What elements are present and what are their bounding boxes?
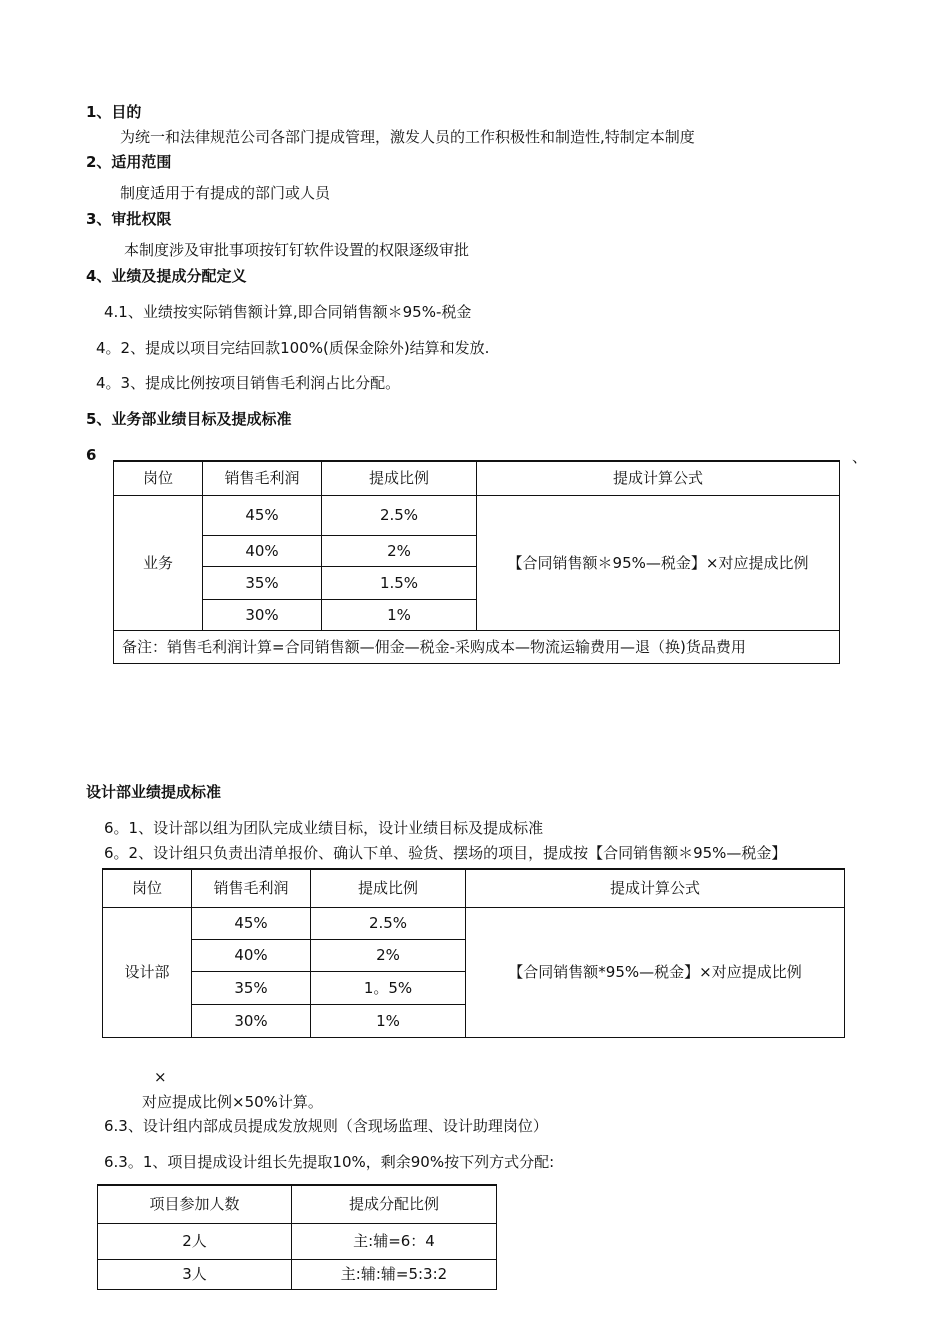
design-commission-table [102, 868, 845, 1038]
table-header-row [103, 869, 845, 907]
table-header-row [114, 461, 840, 495]
section-5-title: 5、业务部业绩目标及提成标准 [86, 410, 292, 428]
section-4-3: 4。3、提成比例按项目销售毛利润占比分配。 [96, 374, 401, 392]
commission-rate-cell: 2% [322, 535, 477, 566]
section-1-text: 为统一和法律规范公司各部门提成管理，激发人员的工作积极性和制造性,特制定本制度 [120, 128, 695, 146]
gross-profit-cell: 45% [192, 907, 311, 939]
formula-cell: 【合同销售额＊95%—税金】×对应提成比例 [477, 495, 840, 630]
design-6-3: 6.3、设计组内部成员提成发放规则（含现场监理、设计助理岗位） [104, 1117, 548, 1135]
table-note-row [114, 630, 840, 663]
header-position: 岗位 [114, 461, 203, 495]
commission-rate-cell: 1% [322, 599, 477, 630]
header-formula: 提成计算公式 [466, 869, 845, 907]
sales-commission-table [113, 460, 840, 664]
distribution-ratio-table [97, 1184, 497, 1290]
commission-rate-cell: 1.5% [322, 566, 477, 599]
table-row [98, 1259, 497, 1289]
position-cell: 设计部 [103, 907, 192, 1037]
section-6-number: 6 [86, 446, 97, 464]
section-3-text: 本制度涉及审批事项按钉钉软件设置的权限逐级审批 [124, 241, 470, 259]
section-3-title: 3、审批权限 [86, 210, 172, 228]
header-position: 岗位 [103, 869, 192, 907]
design-6-2: 6。2、设计组只负责出清单报价、确认下单、验货、摆场的项目，提成按【合同销售额＊95%—税金】 [104, 844, 787, 862]
formula-cell: 【合同销售额*95%—税金】×对应提成比例 [466, 907, 845, 1037]
commission-rate-cell: 1。5% [311, 971, 466, 1004]
design-6-1: 6。1、设计部以组为团队完成业绩目标，设计业绩目标及提成标准 [104, 819, 544, 837]
header-participant-count: 项目参加人数 [98, 1185, 292, 1223]
header-gross-profit: 销售毛利润 [203, 461, 322, 495]
gross-profit-cell: 40% [203, 535, 322, 566]
participant-count-cell: 3人 [98, 1259, 292, 1289]
section-1-title: 1、目的 [86, 103, 142, 121]
section-2-title: 2、适用范围 [86, 153, 172, 171]
section-6-trailing-mark: 、 [852, 448, 868, 466]
gross-profit-cell: 30% [192, 1004, 311, 1037]
header-commission-rate: 提成比例 [311, 869, 466, 907]
table-row [98, 1223, 497, 1259]
table-note: 备注：销售毛利润计算=合同销售额—佣金—税金-采购成本—物流运输费用—退（换)货品费用 [114, 630, 840, 663]
commission-rate-cell: 2.5% [311, 907, 466, 939]
header-gross-profit: 销售毛利润 [192, 869, 311, 907]
distribution-ratio-cell: 主:辅:辅=5:3:2 [292, 1259, 497, 1289]
section-4-2: 4。2、提成以项目完结回款100%(质保金除外)结算和发放. [96, 339, 490, 357]
header-commission-rate: 提成比例 [322, 461, 477, 495]
table-row [114, 495, 840, 535]
gross-profit-cell: 45% [203, 495, 322, 535]
gross-profit-cell: 35% [192, 971, 311, 1004]
design-6-2-continued: 对应提成比例×50%计算。 [142, 1093, 323, 1111]
section-4-1: 4.1、业绩按实际销售额计算,即合同销售额＊95%-税金 [104, 303, 472, 321]
times-sign: × [154, 1068, 167, 1086]
section-4-title: 4、业绩及提成分配定义 [86, 267, 247, 285]
table-row [103, 907, 845, 939]
gross-profit-cell: 40% [192, 939, 311, 971]
design-section-title: 设计部业绩提成标准 [86, 783, 222, 801]
gross-profit-cell: 30% [203, 599, 322, 630]
commission-rate-cell: 1% [311, 1004, 466, 1037]
header-formula: 提成计算公式 [477, 461, 840, 495]
position-cell: 业务 [114, 495, 203, 630]
distribution-ratio-cell: 主:辅=6：4 [292, 1223, 497, 1259]
commission-rate-cell: 2% [311, 939, 466, 971]
header-distribution-ratio: 提成分配比例 [292, 1185, 497, 1223]
participant-count-cell: 2人 [98, 1223, 292, 1259]
commission-rate-cell: 2.5% [322, 495, 477, 535]
design-6-3-1: 6.3。1、项目提成设计组长先提取10%，剩余90%按下列方式分配: [104, 1153, 555, 1171]
table-header-row [98, 1185, 497, 1223]
section-2-text: 制度适用于有提成的部门或人员 [120, 184, 331, 202]
gross-profit-cell: 35% [203, 566, 322, 599]
